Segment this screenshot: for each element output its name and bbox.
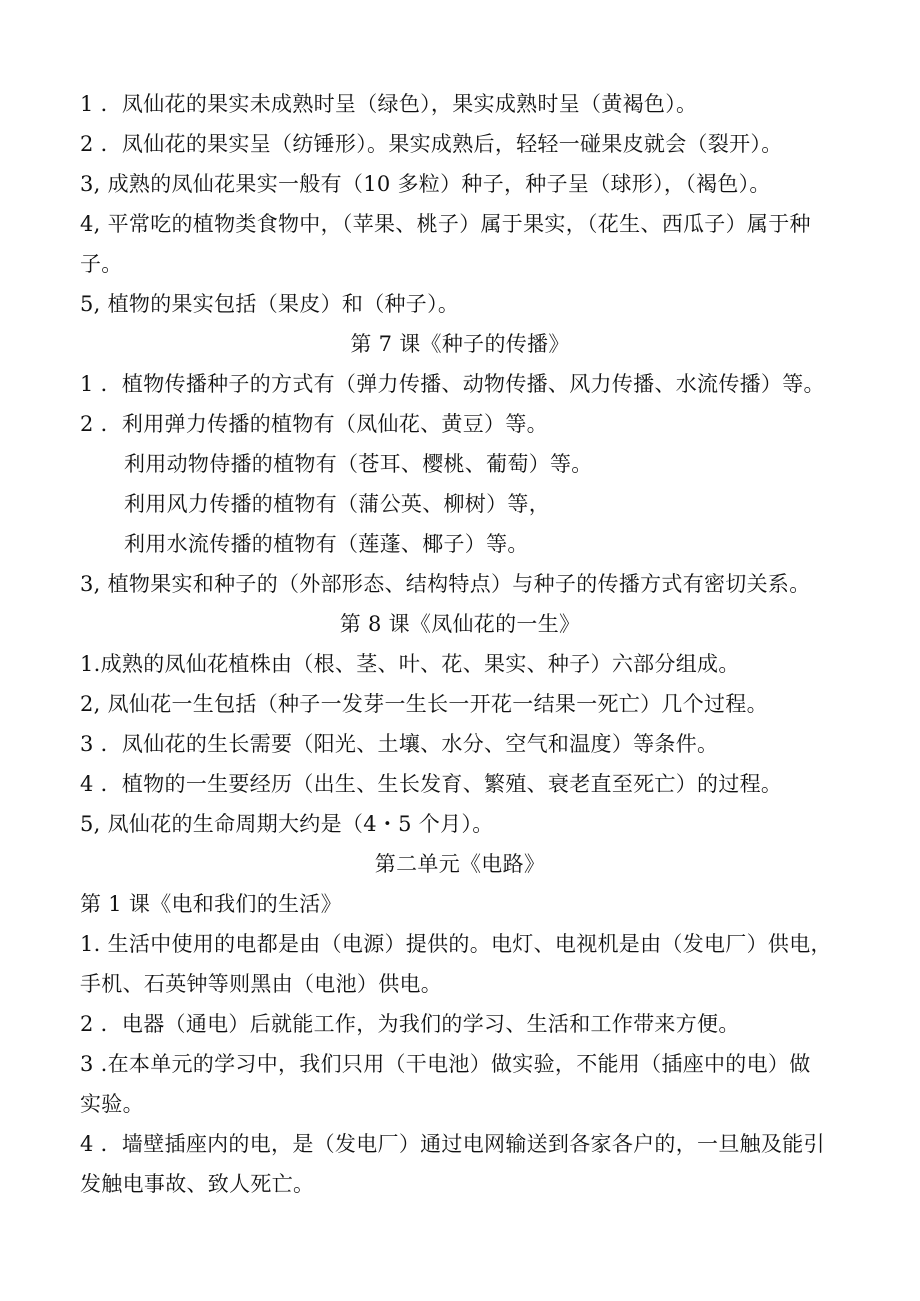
section-heading: 第 8 课《凤仙花的一生》	[339, 612, 581, 636]
text-line: 4, 平常吃的植物类食物中，（苹果、桃子）属于果实，（花生、西瓜子）属于种	[80, 212, 811, 236]
text-line: 子。	[80, 252, 123, 276]
text-line: 发触电事故、致人死亡。	[80, 1172, 315, 1196]
text-line: 5, 凤仙花的生命周期大约是（4・5 个月）。	[80, 812, 494, 836]
text-line: 2 ．利用弹力传播的植物有（凤仙花、黄豆）等。	[80, 412, 548, 436]
text-line: 3 ．凤仙花的生长需要（阳光、土壤、水分、空气和温度）等条件。	[80, 732, 719, 756]
text-line: 4 ．墙壁插座内的电，是（发电厂）通过电网输送到各家各户的，一旦触及能引	[80, 1132, 825, 1156]
text-line: 2 ．电器（通电）后就能工作，为我们的学习、生活和工作带来方便。	[80, 1012, 740, 1036]
text-line: 4 ．植物的一生要经历（出生、生长发育、繁殖、衰老直至死亡）的过程。	[80, 772, 783, 796]
text-line: 3, 植物果实和种子的（外部形态、结构特点）与种子的传播方式有密切关系。	[80, 572, 811, 596]
text-line: 3, 成熟的凤仙花果实一般有（10 多粒）种子，种子呈（球形），（褐色）。	[80, 172, 771, 196]
text-line: 利用风力传播的植物有（蒲公英、柳树）等，	[124, 492, 550, 516]
unit-heading: 第二单元《电路》	[374, 852, 546, 876]
text-line: 1 ．凤仙花的果实未成熟时呈（绿色），果实成熟时呈（黄褐色）。	[80, 92, 698, 116]
text-line: 利用动物侍播的植物有（苍耳、樱桃、葡萄）等。	[124, 452, 593, 476]
text-line: 1 ．植物传播种子的方式有（弹力传播、动物传播、风力传播、水流传播）等。	[80, 372, 825, 396]
text-line: 1.成熟的凤仙花植株由（根、茎、叶、花、果实、种子）六部分组成。	[80, 652, 740, 676]
text-line: 2, 凤仙花一生包括（种子一发芽一生长一开花一结果一死亡）几个过程。	[80, 692, 768, 716]
text-line: 2 ．凤仙花的果实呈（纺锤形）。果实成熟后，轻轻一碰果皮就会（裂开）。	[80, 132, 783, 156]
lesson-heading: 第 1 课《电和我们的生活》	[80, 892, 342, 916]
text-line: 5, 植物的果实包括（果皮）和（种子）。	[80, 292, 460, 316]
text-line: 3 .在本单元的学习中，我们只用（干电池）做实验，不能用（插座中的电）做	[80, 1052, 811, 1076]
text-line: 利用水流传播的植物有（莲蓬、椰子）等。	[124, 532, 529, 556]
text-line: 1. 生活中使用的电都是由（电源）提供的。电灯、电视机是由（发电厂）供电，	[80, 932, 832, 956]
text-line: 实验。	[80, 1092, 144, 1116]
text-line: 手机、石英钟等则黑由（电池）供电。	[80, 972, 443, 996]
section-heading: 第 7 课《种子的传播》	[350, 332, 570, 356]
